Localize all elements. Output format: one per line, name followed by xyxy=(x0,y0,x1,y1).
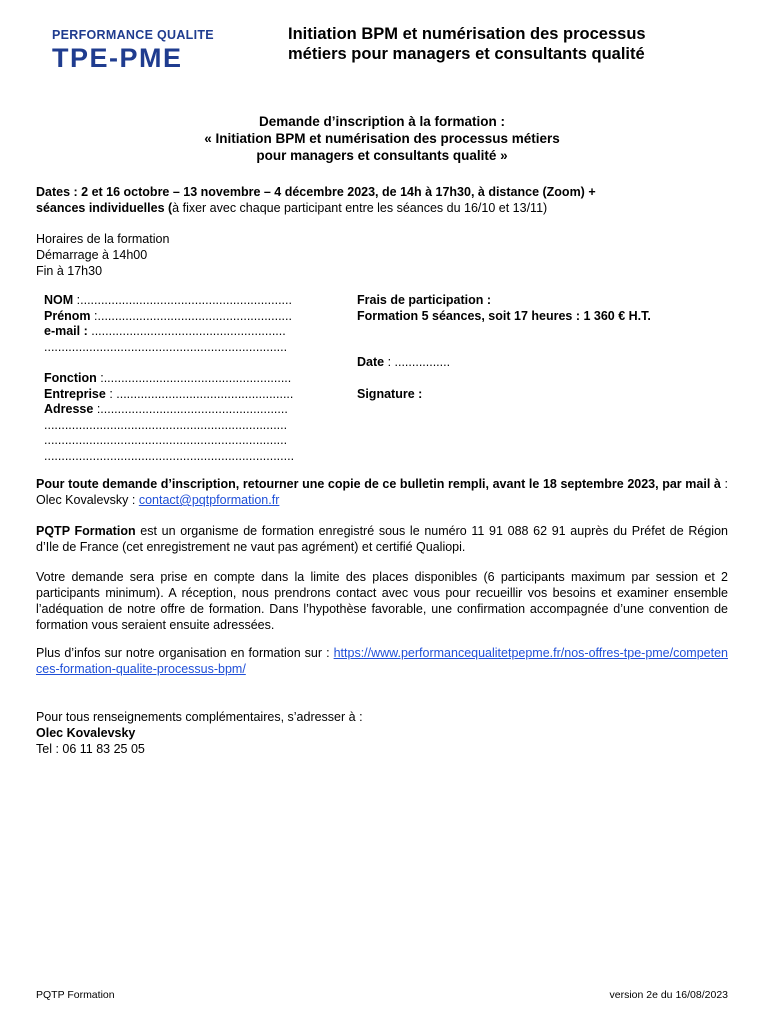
header-title-line1: Initiation BPM et numérisation des processus xyxy=(288,25,646,43)
horaires-line1: Horaires de la formation xyxy=(36,232,170,246)
formation-url-link[interactable]: https://www.performancequalitetpepme.fr/nos-offres-tpe-pme/competences-formation-qualite-processus-bpm/ xyxy=(36,646,728,676)
fonction-label: Fonction xyxy=(44,370,97,385)
dates-line1: Dates : 2 et 16 octobre – 13 novembre – 4 décembre 2023, de 14h à 17h30, à distance (Zoom) + xyxy=(36,185,596,199)
logo xyxy=(52,28,214,73)
prenom-dots: :........................................................ xyxy=(90,308,292,323)
nom-dots: :............................................................. xyxy=(73,293,292,307)
fees-label: Frais de participation : xyxy=(357,293,492,307)
dates-line2-bold: séances individuelles ( xyxy=(36,201,173,215)
adresse-label: Adresse xyxy=(44,402,94,417)
fonction-dots: :...................................................... xyxy=(96,370,292,385)
registration-form xyxy=(44,293,340,465)
prenom-field[interactable] xyxy=(44,309,340,325)
entreprise-dots: : ................................................... xyxy=(105,386,294,401)
date-field[interactable] xyxy=(357,355,737,371)
fees-detail: Formation 5 séances, soit 17 heures : 1 360 € H.T. xyxy=(357,308,651,323)
adresse-field[interactable] xyxy=(44,402,340,418)
entreprise-field[interactable] xyxy=(44,387,340,403)
section-title-line2: « Initiation BPM et numérisation des processus métiers xyxy=(204,131,560,146)
section-title xyxy=(0,113,764,164)
plus-infos-paragraph xyxy=(36,645,728,677)
plus-infos-text: Plus d’infos sur notre organisation en formation sur : xyxy=(36,646,334,660)
contact-line1: Pour tous renseignements complémentaires, s’adresser à : xyxy=(36,710,363,724)
blank-line-2[interactable]: ...................................................................... xyxy=(44,417,288,432)
nom-field[interactable] xyxy=(44,293,340,309)
date-dots: : ................ xyxy=(384,355,451,370)
prenom-label: Prénom xyxy=(44,308,91,323)
contact-email-link[interactable]: contact@pqtpformation.fr xyxy=(138,493,280,507)
nom-label: NOM xyxy=(44,293,74,307)
inscription-paragraph xyxy=(36,476,728,508)
blank-line-1[interactable]: ...................................................................... xyxy=(44,339,288,354)
blank-line-4[interactable]: ........................................................................ xyxy=(44,448,295,463)
pqtp-bold: PQTP Formation xyxy=(36,524,136,538)
footer-right: version 2e du 16/08/2023 xyxy=(609,989,728,1001)
footer-left: PQTP Formation xyxy=(36,989,115,1001)
horaires-line2: Démarrage à 14h00 xyxy=(36,248,148,262)
entreprise-label: Entreprise xyxy=(44,386,106,401)
fonction-field[interactable] xyxy=(44,371,340,387)
horaires-block xyxy=(36,231,728,279)
dates-paragraph xyxy=(36,184,728,216)
email-field[interactable] xyxy=(44,324,340,340)
contact-name: Olec Kovalevsky xyxy=(36,726,136,740)
email-label: e-mail : xyxy=(44,324,88,339)
inscription-rest: : Olec Kovalevsky : xyxy=(36,477,728,507)
logo-main-text: TPE-PME xyxy=(52,43,183,73)
adresse-dots: :...................................................... xyxy=(93,402,288,417)
signature-label: Signature : xyxy=(357,386,423,401)
fees-block xyxy=(357,293,737,402)
pqtp-paragraph xyxy=(36,523,728,555)
demande-paragraph: Votre demande sera prise en compte dans la limite des places disponibles (6 participants maximum par session et 2 participants minimum). A réception, nous prendrons contact avec vous pour recueillir vos besoins et examiner ensemble l’adéquation de notre offre de formation. Dans l’hypothèse favorable, une confirmation accompagnée d’une convention de formation vous seraient ensuite adressées. xyxy=(36,570,728,632)
dates-line2 xyxy=(36,200,728,216)
date-label: Date xyxy=(357,355,385,370)
section-title-line3: pour managers et consultants qualité » xyxy=(256,148,508,163)
inscription-bold: Pour toute demande d’inscription, retourner une copie de ce bulletin rempli, avant le 18 septembre 2023, par mail à xyxy=(36,477,721,491)
header-title xyxy=(288,24,728,64)
contact-tel: Tel : 06 11 83 25 05 xyxy=(36,742,145,756)
dates-line2-rest: à fixer avec chaque participant entre les séances du 16/10 et 13/11) xyxy=(172,201,548,215)
header-title-line2: métiers pour managers et consultants qualité xyxy=(288,45,645,63)
form-spacer xyxy=(44,355,340,371)
horaires-line3: Fin à 17h30 xyxy=(36,264,103,278)
email-dots: ........................................................ xyxy=(87,324,286,339)
section-title-line1: Demande d’inscription à la formation : xyxy=(258,114,506,129)
logo-top-text: PERFORMANCE QUALITE xyxy=(52,28,214,42)
blank-line-3[interactable]: ...................................................................... xyxy=(44,433,288,448)
contact-block xyxy=(36,709,728,757)
pqtp-rest: est un organisme de formation enregistré sous le numéro 11 91 088 62 91 auprès du Préfet de Région d’Ile de France (cet enregistrement ne vaut pas agrément) et certifié Qualiopi. xyxy=(36,524,728,554)
